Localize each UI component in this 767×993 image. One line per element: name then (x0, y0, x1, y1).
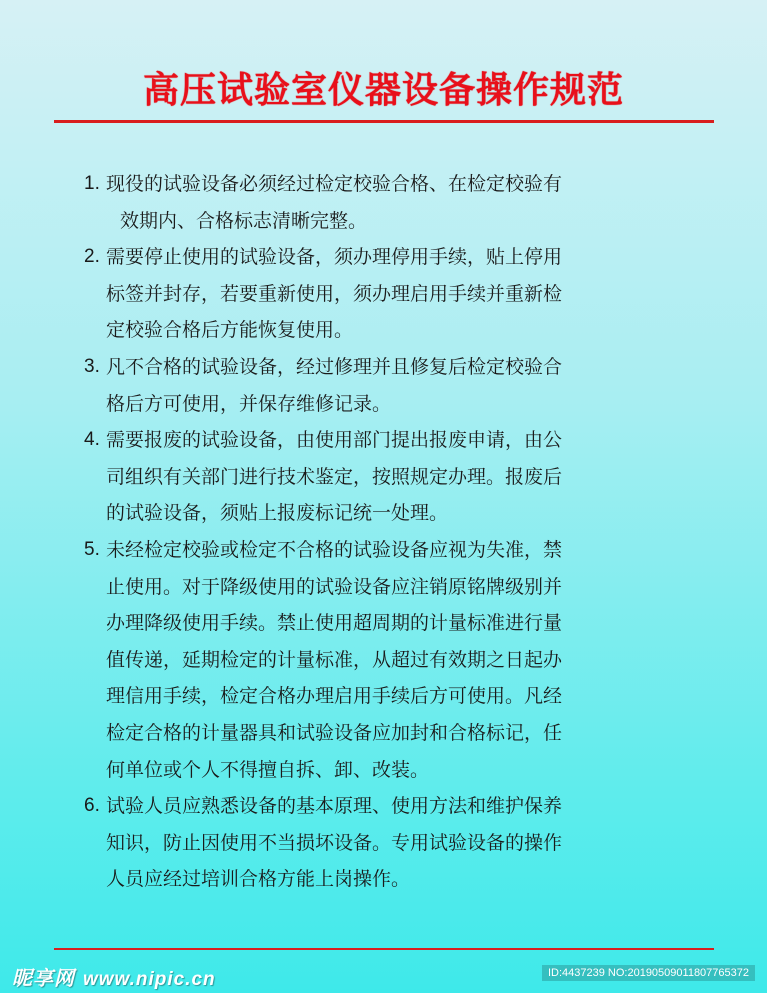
item-line: 需要报废的试验设备，由使用部门提出报废申请，由公 (106, 429, 563, 452)
item-line: 试验人员应熟悉设备的基本原理、使用方法和维护保养 (106, 795, 563, 818)
rule-item (84, 532, 710, 788)
title-underline (54, 120, 714, 123)
logo-url: www.nipic.cn (82, 969, 216, 990)
item-line: 的试验设备，须贴上报废标记统一处理。 (106, 502, 449, 525)
item-line: 需要停止使用的试验设备，须办理停用手续，贴上停用 (106, 246, 563, 269)
rules-list (84, 166, 710, 898)
item-line: 司组织有关部门进行技术鉴定，按照规定办理。报废后 (106, 465, 563, 488)
nipic-logo (12, 962, 216, 991)
watermark-bar (0, 962, 767, 993)
item-line: 值传递，延期检定的计量标准，从超过有效期之日起办 (106, 648, 563, 671)
item-line: 办理降级使用手续。禁止使用超周期的计量标准进行量 (106, 612, 563, 635)
item-line: 格后方可使用，并保存维修记录。 (106, 392, 392, 415)
rule-item (84, 166, 710, 239)
item-number: 5. (84, 538, 100, 560)
image-id-stamp: ID:4437239 NO:20190509011807765372 (542, 965, 755, 981)
item-number: 3. (84, 355, 100, 377)
item-line: 检定合格的计量器具和试验设备应加封和合格标记，任 (106, 721, 563, 744)
item-number: 1. (84, 173, 100, 194)
logo-text: 昵享网 (12, 966, 75, 990)
rule-item (84, 239, 710, 349)
item-number: 2. (84, 246, 100, 268)
rule-item (84, 788, 710, 898)
item-line: 凡不合格的试验设备，经过修理并且修复后检定校验合 (106, 355, 563, 378)
item-line: 人员应经过培训合格方能上岗操作。 (106, 868, 411, 891)
item-line: 定校验合格后方能恢复使用。 (106, 319, 354, 342)
rule-item (84, 422, 710, 532)
rule-item (84, 349, 710, 422)
item-line: 止使用。对于降级使用的试验设备应注销原铭牌级别并 (106, 575, 563, 598)
item-number: 4. (84, 429, 100, 451)
item-line: 何单位或个人不得擅自拆、卸、改装。 (106, 758, 430, 781)
item-line: 知识，防止因使用不当损坏设备。专用试验设备的操作 (106, 831, 563, 854)
item-line: 未经检定校验或检定不合格的试验设备应视为失准，禁 (106, 538, 563, 561)
item-line: 标签并封存，若要重新使用，须办理启用手续并重新检 (106, 282, 563, 305)
item-line: 现役的试验设备必须经过检定校验合格、在检定校验有 (106, 173, 563, 195)
item-line: 理信用手续，检定合格办理启用手续后方可使用。凡经 (106, 685, 563, 708)
item-number: 6. (84, 795, 100, 817)
page-title: 高压试验室仪器设备操作规范 (142, 70, 624, 111)
item-line: 效期内、合格标志清晰完整。 (120, 209, 368, 232)
bottom-rule (54, 948, 714, 950)
